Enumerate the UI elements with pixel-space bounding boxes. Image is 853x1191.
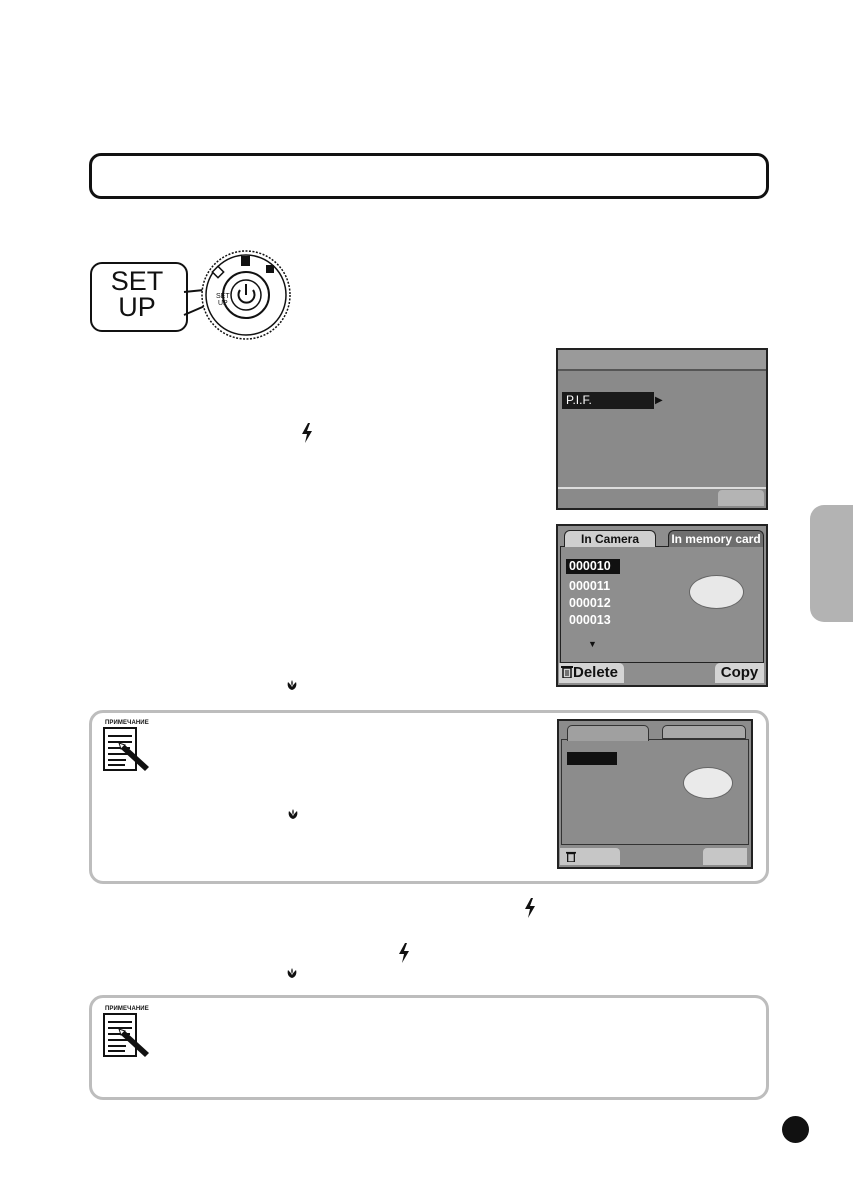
note-screen-selected-row	[567, 752, 617, 765]
note-screen-illustration	[557, 719, 753, 869]
section-title-box	[89, 153, 769, 199]
note-screen-delete-button	[560, 848, 620, 865]
file-item[interactable]: 000012	[569, 596, 611, 610]
delete-label: Delete	[573, 664, 619, 681]
page-number-badge	[782, 1116, 809, 1143]
flash-icon	[301, 423, 313, 443]
pif-screen-divider	[558, 487, 766, 489]
note-box-2	[89, 995, 769, 1100]
file-item[interactable]: 000011	[569, 579, 611, 593]
section-side-tab	[810, 505, 853, 622]
file-item[interactable]: 000013	[569, 613, 611, 627]
svg-text:UP: UP	[218, 300, 228, 307]
setup-badge-line2: UP	[118, 292, 156, 322]
note-pencil-icon	[103, 1013, 155, 1059]
note-screen-tab-1	[567, 725, 649, 741]
pif-screen-button[interactable]	[718, 490, 764, 506]
pif-menu-screen	[556, 348, 768, 510]
flash-icon	[524, 898, 536, 918]
note-screen-oval	[683, 767, 733, 799]
note-label: ПРИМЕЧАНИЕ	[105, 720, 149, 726]
pif-screen-header	[558, 350, 766, 371]
mode-dial-illustration	[178, 248, 298, 343]
setup-badge-line1: SET	[110, 266, 164, 296]
delete-button[interactable]	[559, 663, 624, 683]
flash-icon	[398, 943, 410, 963]
tab-in-memory-card[interactable]: In memory card	[668, 530, 764, 547]
dial-setup-label: SET	[216, 293, 230, 300]
pif-menu-item[interactable]: P.I.F.	[562, 392, 654, 409]
note-label: ПРИМЕЧАНИЕ	[105, 1006, 149, 1012]
trash-icon	[566, 851, 576, 862]
macro-icon	[286, 967, 298, 979]
note-pencil-icon	[103, 727, 155, 773]
macro-icon	[287, 808, 299, 820]
macro-icon	[286, 679, 298, 691]
tab-in-camera[interactable]: In Camera	[564, 530, 656, 547]
note-screen-right-button	[703, 848, 747, 865]
scroll-down-icon[interactable]: ▼	[588, 639, 597, 649]
trash-icon	[561, 665, 573, 678]
note-screen-tab-2	[662, 725, 746, 739]
setup-badge-text	[90, 268, 184, 320]
file-item-selected[interactable]: 000010	[566, 559, 620, 574]
submenu-arrow-icon: ▶	[655, 395, 663, 406]
preview-oval	[689, 575, 744, 609]
copy-screen	[556, 524, 768, 687]
copy-button[interactable]: Copy	[715, 663, 764, 683]
